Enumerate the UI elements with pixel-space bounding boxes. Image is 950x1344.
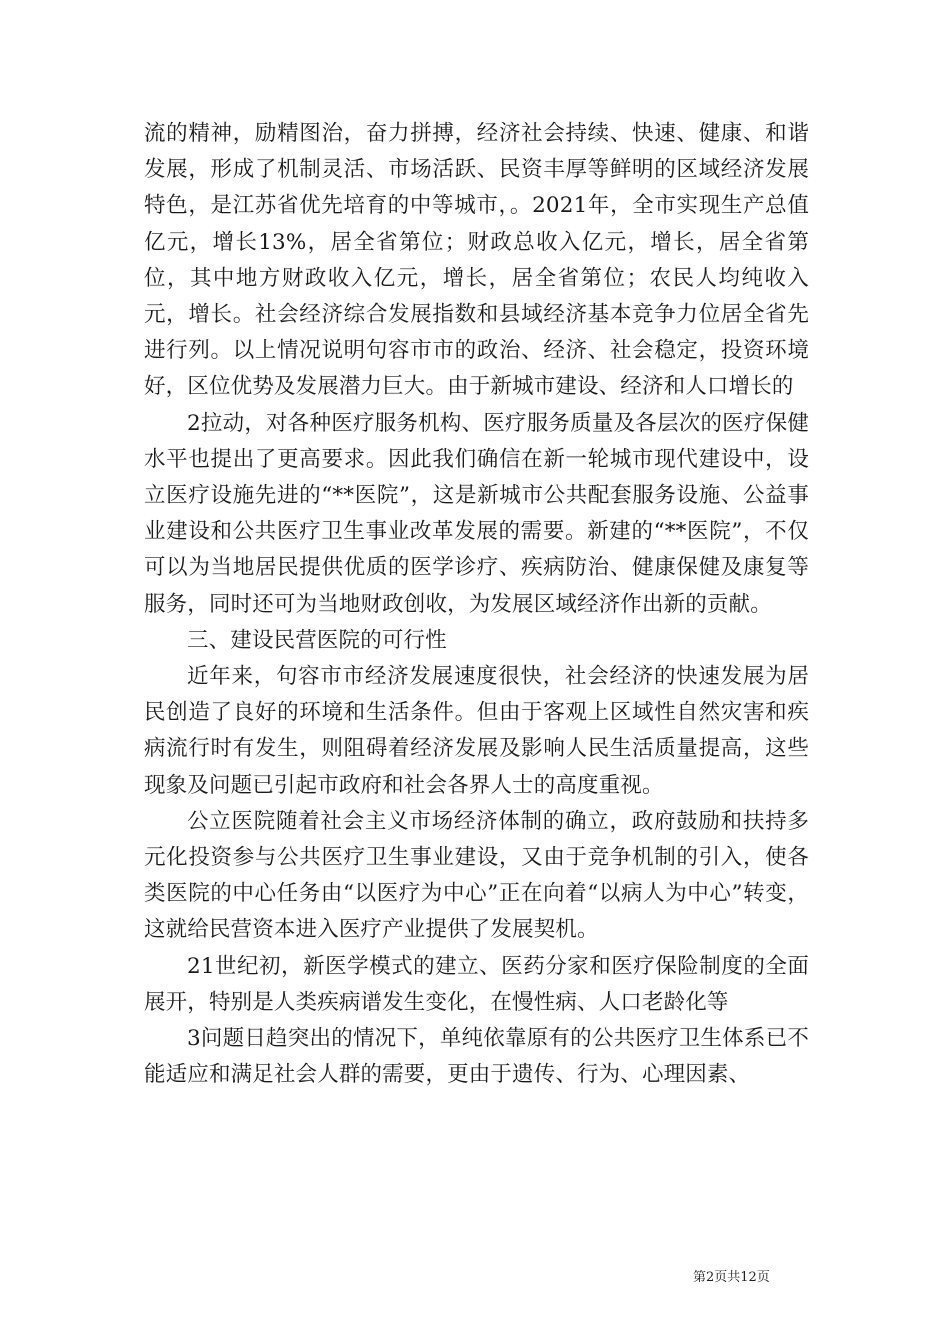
page-number-footer: 第2页共12页 — [693, 1270, 770, 1285]
paragraph-public-health-system: 3问题日趋突出的情况下，单纯依靠原有的公共医疗卫生体系已不能适应和满足社会人群的需要，更由于遗传、行为、心理因素、 — [144, 1026, 809, 1088]
paragraph-economic-growth: 近年来，句容市市经济发展速度很快，社会经济的快速发展为居民创造了良好的环境和生活条件。但由于客观上区域性自然灾害和疾病流行时有发生，则阻碍着经济发展及影响人民生活质量提高，这些现象及问题已引起市政府和社会各界人士的高度重视。 — [144, 664, 809, 798]
paragraph-continuation: 流的精神，励精图治，奋力拼搏，经济社会持续、快速、健康、和谐发展，形成了机制灵活、市场活跃、民资丰厚等鲜明的区域经济发展特色，是江苏省优先培育的中等城市，。2021年，全市实现生产总值亿元，增长13%，居全省第位；财政总收入亿元，增长，居全省第位，其中地方财政收入亿元，增长，居全省第位；农民人均纯收入元，增长。社会经济综合发展指数和县域经济基本竞争力位居全省先进行列。以上情况说明句容市市的政治、经济、社会稳定，投资环境好，区位优势及发展潜力巨大。由于新城市建设、经济和人口增长的 — [144, 121, 809, 400]
document-body — [144, 116, 809, 1093]
section-heading-feasibility: 三、建设民营医院的可行性 — [187, 627, 447, 653]
paragraph-public-hospital-reform: 公立医院随着社会主义市场经济体制的确立，政府鼓励和扶持多元化投资参与公共医疗卫生事业建设，又由于竞争机制的引入，使各类医院的中心任务由“以医疗为中心”正在向着“以病人为中心”转变，这就给民营资本进入医疗产业提供了发展契机。 — [144, 808, 809, 943]
paragraph-hospital-need: 2拉动，对各种医疗服务机构、医疗服务质量及各层次的医疗保健水平也提出了更高要求。因此我们确信在新一轮城市现代建设中，设立医疗设施先进的“**医院”，这是新城市公共配套服务设施、公益事业建设和公共医疗卫生事业改革发展的需要。新建的“**医院”，不仅可以为当地居民提供优质的医学诊疗、疾病防治、健康保健及康复等服务，同时还可为当地财政创收，为发展区域经济作出新的贡献。 — [144, 410, 809, 617]
paragraph-new-medical-model: 21世纪初，新医学模式的建立、医药分家和医疗保险制度的全面展开，特别是人类疾病谱发生变化，在慢性病、人口老龄化等 — [144, 953, 809, 1015]
